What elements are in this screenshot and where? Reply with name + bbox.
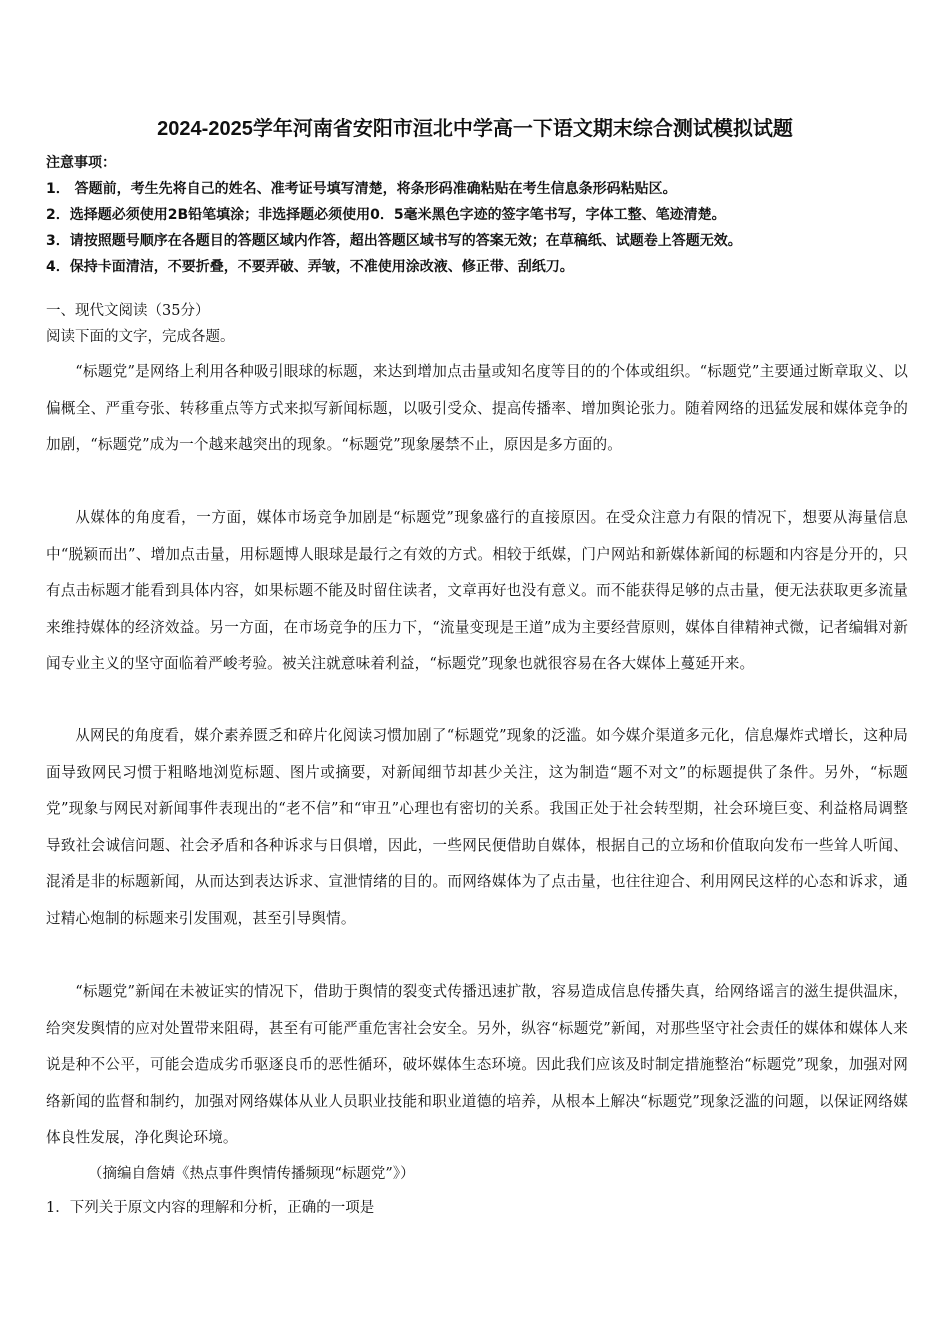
section-heading: 一、现代文阅读（35分） bbox=[46, 303, 210, 319]
notice-item: 3．请按照题号顺序在各题目的答题区域内作答，超出答题区域书写的答案无效；在草稿纸、试题卷上答题无效。 bbox=[46, 233, 742, 249]
notice-list bbox=[46, 176, 916, 280]
passage-paragraph-4: “标题党”新闻在未被证实的情况下，借助于舆情的裂变式传播迅速扩散，容易造成信息传播失真，给网络谣言的滋生提供温床，给突发舆情的应对处置带来阻碍，甚至有可能严重危害社会安全。另外，纵容“标题党”新闻，对那些坚守社会责任的媒体和媒体人来说是种不公平，可能会造成劣币驱逐良币的恶性循环，破坏媒体生态环境。因此我们应该及时制定措施整治“标题党”现象，加强对网络新闻的监督和制约，加强对网络媒体从业人员职业技能和职业道德的培养，从根本上解决“标题党”现象泛滥的问题，以保证网络媒体良性发展，净化舆论环境。 bbox=[46, 983, 908, 1146]
notice-item: 1． 答题前，考生先将自己的姓名、准考证号填写清楚，将条形码准确粘贴在考生信息条形码粘贴区。 bbox=[46, 181, 677, 197]
notice-item: 2．选择题必须使用2B铅笔填涂；非选择题必须使用0．5毫米黑色字迹的签字笔书写，字体工整、笔迹清楚。 bbox=[46, 207, 726, 223]
passage-paragraph-2: 从媒体的角度看，一方面，媒体市场竞争加剧是“标题党”现象盛行的直接原因。在受众注意力有限的情况下，想要从海量信息中“脱颖而出”、增加点击量，用标题博人眼球是最行之有效的方式。相较于纸媒，门户网站和新媒体新闻的标题和内容是分开的，只有点击标题才能看到具体内容，如果标题不能及时留住读者，文章再好也没有意义。而不能获得足够的点击量，便无法获取更多流量来维持媒体的经济效益。另一方面，在市场竞争的压力下，“流量变现是王道”成为主要经营原则，媒体自律精神式微，记者编辑对新闻专业主义的坚守面临着严峻考验。被关注就意味着利益，“标题党”现象也就很容易在各大媒体上蔓延开来。 bbox=[46, 509, 908, 672]
notice-heading: 注意事项： bbox=[46, 155, 116, 171]
passage-paragraph-1: “标题党”是网络上利用各种吸引眼球的标题，来达到增加点击量或知名度等目的的个体或组织。“标题党”主要通过断章取义、以偏概全、严重夸张、转移重点等方式来拟写新闻标题，以吸引受众、提高传播率、增加舆论张力。随着网络的迅猛发展和媒体竞争的加剧，“标题党”成为一个越来越突出的现象。“标题党”现象屡禁不止，原因是多方面的。 bbox=[46, 363, 908, 453]
notice-item: 4．保持卡面清洁，不要折叠，不要弄破、弄皱，不准使用涂改液、修正带、刮纸刀。 bbox=[46, 259, 574, 275]
passage-source: （摘编自詹婧《热点事件舆情传播频现“标题党”》） bbox=[88, 1166, 415, 1182]
reading-instruction: 阅读下面的文字，完成各题。 bbox=[46, 329, 235, 345]
page-title: 2024-2025学年河南省安阳市洹北中学高一下语文期末综合测试模拟试题 bbox=[157, 118, 793, 140]
question-1: 1．下列关于原文内容的理解和分析，正确的一项是 bbox=[46, 1200, 375, 1216]
passage-paragraph-3: 从网民的角度看，媒介素养匮乏和碎片化阅读习惯加剧了“标题党”现象的泛滥。如今媒介渠道多元化，信息爆炸式增长，这种局面导致网民习惯于粗略地浏览标题、图片或摘要，对新闻细节却甚少关注，这为制造“题不对文”的标题提供了条件。另外，“标题党”现象与网民对新闻事件表现出的“老不信”和“审丑”心理也有密切的关系。我国正处于社会转型期，社会环境巨变、利益格局调整导致社会诚信问题、社会矛盾和各种诉求与日俱增，因此，一些网民便借助自媒体，根据自己的立场和价值取向发布一些耸人听闻、混淆是非的标题新闻，从而达到表达诉求、宣泄情绪的目的。而网络媒体为了点击量，也往往迎合、利用网民这样的心态和诉求，通过精心炮制的标题来引发围观，甚至引导舆情。 bbox=[46, 727, 908, 927]
